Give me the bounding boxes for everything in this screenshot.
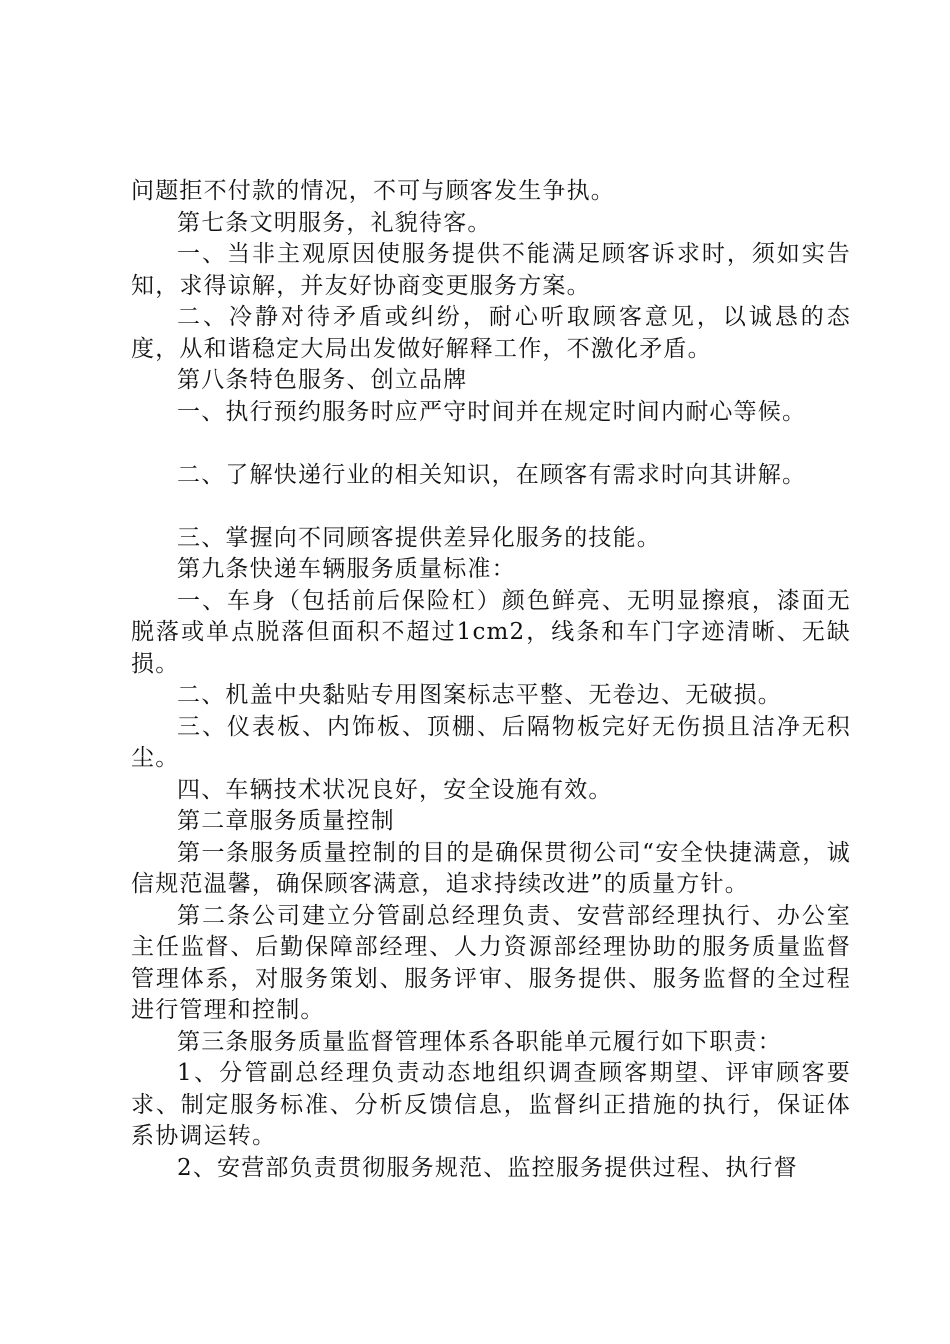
article-8-item-2: 二、了解快递行业的相关知识，在顾客有需求时向其讲解。 (177, 461, 807, 488)
article-7-heading: 第七条文明服务，礼貌待客。 (177, 209, 492, 236)
article-9-item-4: 四、车辆技术状况良好，安全设施有效。 (177, 776, 613, 803)
article-9-item-2: 二、机盖中央黏贴专用图案标志平整、无卷边、无破损。 (177, 682, 782, 708)
chapter-2-article-1: 第一条服务质量控制的目的是确保贯彻公司“安全快捷满意，诚信规范温馨，确保顾客满意，追求持续改进”的质量方针。 (131, 839, 851, 897)
article-8-item-1: 一、执行预约服务时应严守时间并在规定时间内耐心等候。 (177, 398, 807, 425)
chapter-2-article-3: 第三条服务质量监督管理体系各职能单元履行如下职责： (177, 1028, 782, 1055)
article-8-heading: 第八条特色服务、创立品牌 (177, 367, 468, 393)
chapter-2-heading: 第二章服务质量控制 (177, 808, 395, 834)
article-8-item-3: 三、掌握向不同顾客提供差异化服务的技能。 (177, 524, 661, 551)
article-7-item-2: 二、冷静对待矛盾或纠纷，耐心听取顾客意见，以诚恳的态度，从和谐稳定大局出发做好解释工作，不激化矛盾。 (131, 304, 851, 362)
chapter-2-article-3-item-2: 2、安营部负责贯彻服务规范、监控服务提供过程、执行督 (177, 1154, 798, 1181)
chapter-2-article-3-item-1: 1、分管副总经理负责动态地组织调查顾客期望、评审顾客要求、制定服务标准、分析反馈信息，监督纠正措施的执行，保证体系协调运转。 (131, 1060, 851, 1149)
article-9-item-1: 一、车身（包括前后保险杠）颜色鲜亮、无明显擦痕，漆面无脱落或单点脱落但面积不超过1cm2，线条和车门字迹清晰、无缺损。 (131, 587, 851, 677)
article-9-item-3: 三、仪表板、内饰板、顶棚、后隔物板完好无伤损且洁净无积尘。 (131, 713, 851, 771)
article-9-heading: 第九条快递车辆服务质量标准： (177, 556, 516, 582)
document-body (131, 176, 851, 1184)
chapter-2-article-2: 第二条公司建立分管副总经理负责、安营部经理执行、办公室主任监督、后勤保障部经理、人力资源部经理协助的服务质量监督管理体系，对服务策划、服务评审、服务提供、服务监督的全过程进行管理和控制。 (131, 902, 851, 1023)
article-7-item-1: 一、当非主观原因使服务提供不能满足顾客诉求时，须如实告知，求得谅解，并友好协商变更服务方案。 (131, 241, 851, 299)
paragraph-continuation: 问题拒不付款的情况，不可与顾客发生争执。 (131, 178, 615, 204)
